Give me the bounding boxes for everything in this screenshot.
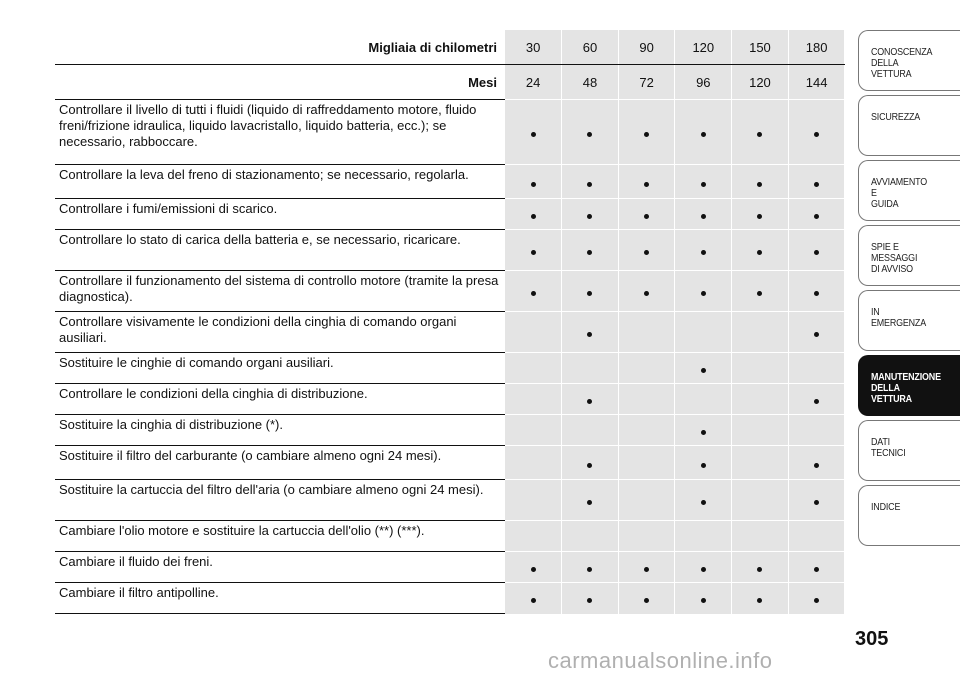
interval-cell: [562, 271, 619, 312]
operation-label: Cambiare il filtro antipolline.: [55, 583, 505, 614]
operation-label: Controllare il livello di tutti i fluidi (liquido di raffreddamento motore, fluido freni/frizione idraulica, liquido lavacristallo, liquido batteria, ecc.); se necessario, rabboccare.: [55, 100, 505, 165]
interval-cell: [562, 384, 619, 415]
km-value: 60: [562, 30, 619, 65]
interval-cell: [675, 271, 732, 312]
schedule-row: [55, 521, 845, 552]
check-dot-icon: [814, 291, 819, 296]
interval-cell: [618, 353, 675, 384]
check-dot-icon: [814, 250, 819, 255]
interval-cell: [562, 446, 619, 480]
schedule-row: [55, 552, 845, 583]
check-dot-icon: [814, 332, 819, 337]
operation-label: Cambiare l'olio motore e sostituire la cartuccia dell'olio (**) (***).: [55, 521, 505, 552]
check-dot-icon: [814, 463, 819, 468]
schedule-row: [55, 583, 845, 614]
check-dot-icon: [814, 567, 819, 572]
interval-cell: [618, 384, 675, 415]
interval-cell: [675, 384, 732, 415]
months-header-row: [55, 65, 845, 100]
check-dot-icon: [757, 250, 762, 255]
operation-label: Controllare visivamente le condizioni della cinghia di comando organi ausiliari.: [55, 312, 505, 353]
check-dot-icon: [531, 291, 536, 296]
interval-cell: [788, 353, 845, 384]
chapter-tab-label: SICUREZZA: [871, 111, 921, 123]
interval-cell: [788, 552, 845, 583]
check-dot-icon: [644, 291, 649, 296]
interval-cell: [675, 480, 732, 521]
operation-label: Sostituire le cinghie di comando organi ausiliari.: [55, 353, 505, 384]
interval-cell: [732, 100, 789, 165]
check-dot-icon: [757, 132, 762, 137]
operation-label: Controllare i fumi/emissioni di scarico.: [55, 199, 505, 230]
chapter-tab-label: AVVIAMENTO E GUIDA: [871, 176, 928, 210]
interval-cell: [675, 199, 732, 230]
interval-cell: [505, 446, 562, 480]
month-value: 120: [732, 65, 789, 100]
interval-cell: [675, 415, 732, 446]
check-dot-icon: [587, 567, 592, 572]
check-dot-icon: [644, 132, 649, 137]
check-dot-icon: [644, 567, 649, 572]
interval-cell: [788, 312, 845, 353]
interval-cell: [675, 165, 732, 199]
check-dot-icon: [587, 291, 592, 296]
interval-cell: [732, 199, 789, 230]
interval-cell: [505, 271, 562, 312]
interval-cell: [505, 165, 562, 199]
interval-cell: [788, 165, 845, 199]
chapter-tab-label: SPIE E MESSAGGI DI AVVISO: [871, 241, 918, 275]
month-value: 24: [505, 65, 562, 100]
check-dot-icon: [814, 598, 819, 603]
interval-cell: [618, 583, 675, 614]
chapter-tab-label: INDICE: [871, 501, 901, 513]
schedule-row: [55, 230, 845, 271]
interval-cell: [675, 312, 732, 353]
chapter-tab[interactable]: [858, 160, 960, 221]
interval-cell: [618, 271, 675, 312]
chapter-tab[interactable]: [858, 355, 960, 416]
check-dot-icon: [701, 214, 706, 219]
interval-cell: [788, 271, 845, 312]
check-dot-icon: [587, 399, 592, 404]
interval-cell: [788, 230, 845, 271]
operation-label: Controllare lo stato di carica della batteria e, se necessario, ricaricare.: [55, 230, 505, 271]
operation-label: Cambiare il fluido dei freni.: [55, 552, 505, 583]
interval-cell: [505, 415, 562, 446]
interval-cell: [562, 353, 619, 384]
check-dot-icon: [757, 567, 762, 572]
interval-cell: [562, 312, 619, 353]
operation-label: Sostituire la cinghia di distribuzione (*).: [55, 415, 505, 446]
interval-cell: [675, 353, 732, 384]
check-dot-icon: [757, 182, 762, 187]
interval-cell: [618, 230, 675, 271]
operation-label: Controllare il funzionamento del sistema di controllo motore (tramite la presa diagnostica).: [55, 271, 505, 312]
watermark-text: carmanualsonline.info: [548, 648, 773, 673]
check-dot-icon: [531, 132, 536, 137]
check-dot-icon: [757, 291, 762, 296]
interval-cell: [788, 384, 845, 415]
schedule-row: [55, 353, 845, 384]
km-value: 30: [505, 30, 562, 65]
interval-cell: [618, 312, 675, 353]
operation-label: Controllare le condizioni della cinghia di distribuzione.: [55, 384, 505, 415]
check-dot-icon: [587, 214, 592, 219]
interval-cell: [618, 446, 675, 480]
interval-cell: [732, 552, 789, 583]
check-dot-icon: [531, 182, 536, 187]
interval-cell: [732, 521, 789, 552]
check-dot-icon: [814, 214, 819, 219]
interval-cell: [732, 384, 789, 415]
check-dot-icon: [531, 250, 536, 255]
month-value: 144: [788, 65, 845, 100]
months-header-label: Mesi: [55, 65, 505, 100]
check-dot-icon: [531, 214, 536, 219]
interval-cell: [618, 552, 675, 583]
interval-cell: [788, 415, 845, 446]
interval-cell: [788, 583, 845, 614]
interval-cell: [788, 480, 845, 521]
interval-cell: [732, 165, 789, 199]
check-dot-icon: [701, 463, 706, 468]
schedule-row: [55, 384, 845, 415]
interval-cell: [505, 312, 562, 353]
check-dot-icon: [701, 182, 706, 187]
check-dot-icon: [757, 214, 762, 219]
check-dot-icon: [701, 368, 706, 373]
operation-label: Controllare la leva del freno di stazionamento; se necessario, regolarla.: [55, 165, 505, 199]
check-dot-icon: [701, 430, 706, 435]
interval-cell: [505, 521, 562, 552]
chapter-tab-label: MANUTENZIONE DELLA VETTURA: [871, 371, 941, 405]
check-dot-icon: [587, 250, 592, 255]
check-dot-icon: [587, 463, 592, 468]
check-dot-icon: [644, 182, 649, 187]
schedule-row: [55, 480, 845, 521]
interval-cell: [562, 480, 619, 521]
interval-cell: [505, 230, 562, 271]
interval-cell: [788, 199, 845, 230]
interval-cell: [732, 230, 789, 271]
interval-cell: [675, 583, 732, 614]
check-dot-icon: [531, 598, 536, 603]
interval-cell: [505, 100, 562, 165]
interval-cell: [732, 271, 789, 312]
interval-cell: [562, 165, 619, 199]
interval-cell: [562, 552, 619, 583]
km-value: 150: [732, 30, 789, 65]
check-dot-icon: [531, 567, 536, 572]
interval-cell: [562, 415, 619, 446]
interval-cell: [505, 353, 562, 384]
schedule-row: [55, 312, 845, 353]
interval-cell: [732, 480, 789, 521]
schedule-row: [55, 165, 845, 199]
check-dot-icon: [814, 399, 819, 404]
km-header-label: Migliaia di chilometri: [55, 30, 505, 65]
check-dot-icon: [701, 291, 706, 296]
interval-cell: [675, 100, 732, 165]
km-value: 120: [675, 30, 732, 65]
check-dot-icon: [644, 214, 649, 219]
maintenance-schedule: [55, 30, 845, 614]
interval-cell: [505, 480, 562, 521]
schedule-table: [55, 30, 845, 614]
interval-cell: [505, 384, 562, 415]
month-value: 48: [562, 65, 619, 100]
schedule-row: [55, 271, 845, 312]
interval-cell: [732, 415, 789, 446]
interval-cell: [505, 552, 562, 583]
check-dot-icon: [814, 132, 819, 137]
interval-cell: [618, 199, 675, 230]
operation-label: Sostituire il filtro del carburante (o cambiare almeno ogni 24 mesi).: [55, 446, 505, 480]
chapter-tab-label: DATI TECNICI: [871, 436, 906, 459]
check-dot-icon: [587, 132, 592, 137]
chapter-tabs: [858, 30, 960, 550]
interval-cell: [675, 230, 732, 271]
chapter-tab[interactable]: [858, 290, 960, 351]
check-dot-icon: [644, 250, 649, 255]
interval-cell: [562, 583, 619, 614]
interval-cell: [675, 521, 732, 552]
check-dot-icon: [701, 132, 706, 137]
interval-cell: [675, 446, 732, 480]
interval-cell: [562, 100, 619, 165]
schedule-row: [55, 199, 845, 230]
check-dot-icon: [644, 598, 649, 603]
chapter-tab[interactable]: [858, 485, 960, 546]
interval-cell: [562, 199, 619, 230]
check-dot-icon: [587, 598, 592, 603]
interval-cell: [618, 415, 675, 446]
check-dot-icon: [814, 182, 819, 187]
interval-cell: [562, 230, 619, 271]
km-value: 180: [788, 30, 845, 65]
interval-cell: [788, 446, 845, 480]
chapter-tab[interactable]: [858, 95, 960, 156]
schedule-row: [55, 100, 845, 165]
interval-cell: [788, 521, 845, 552]
interval-cell: [562, 521, 619, 552]
check-dot-icon: [701, 250, 706, 255]
interval-cell: [618, 521, 675, 552]
interval-cell: [788, 100, 845, 165]
interval-cell: [675, 552, 732, 583]
month-value: 96: [675, 65, 732, 100]
check-dot-icon: [814, 500, 819, 505]
chapter-tab-label: IN EMERGENZA: [871, 306, 927, 329]
chapter-tab[interactable]: [858, 225, 960, 286]
operation-label: Sostituire la cartuccia del filtro dell'aria (o cambiare almeno ogni 24 mesi).: [55, 480, 505, 521]
chapter-tab-label: CONOSCENZA DELLA VETTURA: [871, 46, 933, 80]
month-value: 72: [618, 65, 675, 100]
interval-cell: [732, 583, 789, 614]
chapter-tab[interactable]: [858, 420, 960, 481]
check-dot-icon: [701, 567, 706, 572]
interval-cell: [618, 100, 675, 165]
check-dot-icon: [587, 182, 592, 187]
check-dot-icon: [757, 598, 762, 603]
interval-cell: [505, 199, 562, 230]
check-dot-icon: [587, 500, 592, 505]
km-value: 90: [618, 30, 675, 65]
check-dot-icon: [587, 332, 592, 337]
schedule-row: [55, 446, 845, 480]
page-number: 305: [855, 628, 889, 650]
km-header-row: [55, 30, 845, 65]
schedule-row: [55, 415, 845, 446]
interval-cell: [505, 583, 562, 614]
check-dot-icon: [701, 500, 706, 505]
chapter-tab[interactable]: [858, 30, 960, 91]
interval-cell: [618, 165, 675, 199]
interval-cell: [618, 480, 675, 521]
check-dot-icon: [701, 598, 706, 603]
interval-cell: [732, 312, 789, 353]
interval-cell: [732, 446, 789, 480]
interval-cell: [732, 353, 789, 384]
